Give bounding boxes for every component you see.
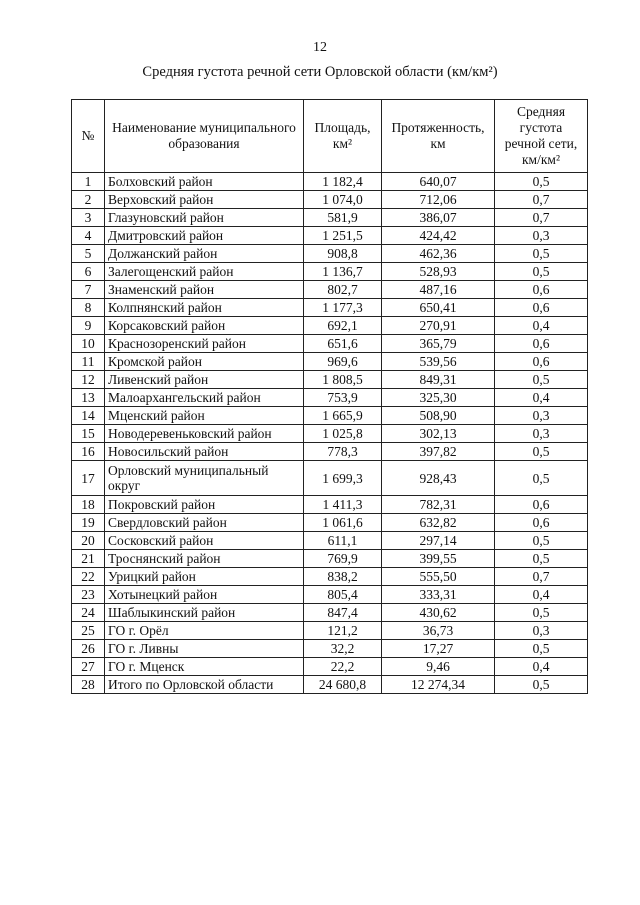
row-number: 10 <box>72 335 105 353</box>
row-number: 5 <box>72 245 105 263</box>
row-area: 121,2 <box>304 622 382 640</box>
row-area: 1 411,3 <box>304 496 382 514</box>
row-number: 8 <box>72 299 105 317</box>
row-name: Орловский муниципальный округ <box>105 461 304 496</box>
row-number: 1 <box>72 173 105 191</box>
row-density: 0,3 <box>495 622 588 640</box>
row-area: 32,2 <box>304 640 382 658</box>
row-area: 1 025,8 <box>304 425 382 443</box>
row-density: 0,5 <box>495 173 588 191</box>
row-area: 847,4 <box>304 604 382 622</box>
row-length: 302,13 <box>382 425 495 443</box>
table-row <box>72 407 588 425</box>
row-density: 0,7 <box>495 568 588 586</box>
row-density: 0,5 <box>495 461 588 496</box>
row-name: Малоархангельский район <box>105 389 304 407</box>
row-name: Троснянский район <box>105 550 304 568</box>
row-length: 424,42 <box>382 227 495 245</box>
row-area: 802,7 <box>304 281 382 299</box>
table-row <box>72 514 588 532</box>
row-name: Шаблыкинский район <box>105 604 304 622</box>
row-density: 0,4 <box>495 586 588 604</box>
row-area: 1 182,4 <box>304 173 382 191</box>
row-name: Верховский район <box>105 191 304 209</box>
row-number: 20 <box>72 532 105 550</box>
row-number: 23 <box>72 586 105 604</box>
row-name: Колпнянский район <box>105 299 304 317</box>
row-name: Знаменский район <box>105 281 304 299</box>
row-number: 24 <box>72 604 105 622</box>
row-density: 0,4 <box>495 658 588 676</box>
row-name: Сосковский район <box>105 532 304 550</box>
row-name: Новодеревеньковский район <box>105 425 304 443</box>
row-length: 928,43 <box>382 461 495 496</box>
row-density: 0,6 <box>495 335 588 353</box>
table-row <box>72 622 588 640</box>
row-area: 581,9 <box>304 209 382 227</box>
river-density-table <box>71 99 588 694</box>
table-row <box>72 461 588 496</box>
row-length: 782,31 <box>382 496 495 514</box>
table-row <box>72 550 588 568</box>
row-area: 753,9 <box>304 389 382 407</box>
row-number: 4 <box>72 227 105 245</box>
row-density: 0,5 <box>495 550 588 568</box>
row-length: 640,07 <box>382 173 495 191</box>
row-number: 25 <box>72 622 105 640</box>
row-area: 1 808,5 <box>304 371 382 389</box>
table-row <box>72 191 588 209</box>
row-number: 14 <box>72 407 105 425</box>
row-density: 0,6 <box>495 496 588 514</box>
table-row <box>72 263 588 281</box>
row-length: 712,06 <box>382 191 495 209</box>
row-name: Мценский район <box>105 407 304 425</box>
row-area: 1 699,3 <box>304 461 382 496</box>
table-container <box>71 99 588 694</box>
table-row <box>72 281 588 299</box>
row-density: 0,3 <box>495 227 588 245</box>
row-name: Итого по Орловской области <box>105 676 304 694</box>
row-number: 6 <box>72 263 105 281</box>
row-length: 397,82 <box>382 443 495 461</box>
row-length: 399,55 <box>382 550 495 568</box>
row-name: ГО г. Орёл <box>105 622 304 640</box>
row-area: 805,4 <box>304 586 382 604</box>
row-area: 651,6 <box>304 335 382 353</box>
document-title: Средняя густота речной сети Орловской области (км/км²) <box>142 64 498 80</box>
row-name: Краснозоренский район <box>105 335 304 353</box>
table-row <box>72 353 588 371</box>
row-number: 3 <box>72 209 105 227</box>
row-area: 1 061,6 <box>304 514 382 532</box>
table-row <box>72 209 588 227</box>
table-row <box>72 443 588 461</box>
header-length: Протяженность, км <box>382 100 495 173</box>
row-area: 838,2 <box>304 568 382 586</box>
row-length: 386,07 <box>382 209 495 227</box>
table-row <box>72 496 588 514</box>
table-row <box>72 425 588 443</box>
row-length: 462,36 <box>382 245 495 263</box>
row-number: 13 <box>72 389 105 407</box>
row-name: Покровский район <box>105 496 304 514</box>
row-number: 22 <box>72 568 105 586</box>
row-name: Свердловский район <box>105 514 304 532</box>
row-number: 12 <box>72 371 105 389</box>
row-area: 1 074,0 <box>304 191 382 209</box>
row-area: 1 177,3 <box>304 299 382 317</box>
row-density: 0,5 <box>495 676 588 694</box>
row-length: 333,31 <box>382 586 495 604</box>
row-number: 2 <box>72 191 105 209</box>
row-name: ГО г. Мценск <box>105 658 304 676</box>
row-number: 19 <box>72 514 105 532</box>
row-density: 0,6 <box>495 281 588 299</box>
row-name: Кромской район <box>105 353 304 371</box>
row-area: 611,1 <box>304 532 382 550</box>
row-number: 9 <box>72 317 105 335</box>
table-row <box>72 335 588 353</box>
row-number: 28 <box>72 676 105 694</box>
row-area: 769,9 <box>304 550 382 568</box>
row-number: 18 <box>72 496 105 514</box>
row-area: 24 680,8 <box>304 676 382 694</box>
row-length: 508,90 <box>382 407 495 425</box>
row-name: Ливенский район <box>105 371 304 389</box>
row-length: 17,27 <box>382 640 495 658</box>
row-number: 11 <box>72 353 105 371</box>
row-length: 12 274,34 <box>382 676 495 694</box>
row-area: 1 136,7 <box>304 263 382 281</box>
row-density: 0,3 <box>495 425 588 443</box>
row-density: 0,4 <box>495 317 588 335</box>
row-number: 26 <box>72 640 105 658</box>
table-row <box>72 227 588 245</box>
row-length: 487,16 <box>382 281 495 299</box>
row-length: 270,91 <box>382 317 495 335</box>
table-row <box>72 568 588 586</box>
row-length: 555,50 <box>382 568 495 586</box>
row-density: 0,5 <box>495 532 588 550</box>
table-row <box>72 245 588 263</box>
row-length: 9,46 <box>382 658 495 676</box>
row-density: 0,5 <box>495 640 588 658</box>
header-area: Площадь, км² <box>304 100 382 173</box>
row-number: 16 <box>72 443 105 461</box>
row-density: 0,6 <box>495 299 588 317</box>
row-density: 0,3 <box>495 407 588 425</box>
row-name: ГО г. Ливны <box>105 640 304 658</box>
header-number: № <box>72 100 105 173</box>
row-name: Корсаковский район <box>105 317 304 335</box>
page-number: 12 <box>313 40 327 55</box>
row-name: Болховский район <box>105 173 304 191</box>
row-length: 36,73 <box>382 622 495 640</box>
row-name: Должанский район <box>105 245 304 263</box>
row-length: 325,30 <box>382 389 495 407</box>
row-length: 528,93 <box>382 263 495 281</box>
row-number: 27 <box>72 658 105 676</box>
row-density: 0,5 <box>495 263 588 281</box>
row-name: Дмитровский район <box>105 227 304 245</box>
row-area: 22,2 <box>304 658 382 676</box>
row-density: 0,6 <box>495 514 588 532</box>
table-row <box>72 371 588 389</box>
row-number: 21 <box>72 550 105 568</box>
table-body <box>72 173 588 694</box>
table-row <box>72 658 588 676</box>
table-row <box>72 389 588 407</box>
table-row <box>72 676 588 694</box>
row-density: 0,5 <box>495 245 588 263</box>
table-row <box>72 640 588 658</box>
row-name: Урицкий район <box>105 568 304 586</box>
row-length: 539,56 <box>382 353 495 371</box>
row-density: 0,5 <box>495 371 588 389</box>
table-row <box>72 532 588 550</box>
row-length: 632,82 <box>382 514 495 532</box>
row-length: 650,41 <box>382 299 495 317</box>
row-area: 1 251,5 <box>304 227 382 245</box>
row-area: 1 665,9 <box>304 407 382 425</box>
row-density: 0,7 <box>495 191 588 209</box>
row-area: 969,6 <box>304 353 382 371</box>
row-area: 778,3 <box>304 443 382 461</box>
row-number: 17 <box>72 461 105 496</box>
row-density: 0,7 <box>495 209 588 227</box>
row-density: 0,6 <box>495 353 588 371</box>
row-name: Залегощенский район <box>105 263 304 281</box>
row-number: 15 <box>72 425 105 443</box>
table-row <box>72 586 588 604</box>
row-density: 0,5 <box>495 604 588 622</box>
row-length: 297,14 <box>382 532 495 550</box>
row-density: 0,4 <box>495 389 588 407</box>
row-length: 365,79 <box>382 335 495 353</box>
header-name: Наименование муниципального образования <box>105 100 304 173</box>
table-header-row <box>72 100 588 173</box>
table-row <box>72 604 588 622</box>
row-length: 849,31 <box>382 371 495 389</box>
row-area: 908,8 <box>304 245 382 263</box>
row-length: 430,62 <box>382 604 495 622</box>
row-area: 692,1 <box>304 317 382 335</box>
row-name: Хотынецкий район <box>105 586 304 604</box>
row-name: Новосильский район <box>105 443 304 461</box>
table-row <box>72 173 588 191</box>
table-row <box>72 317 588 335</box>
row-number: 7 <box>72 281 105 299</box>
header-density: Средняя густота речной сети, км/км² <box>495 100 588 173</box>
row-density: 0,5 <box>495 443 588 461</box>
row-name: Глазуновский район <box>105 209 304 227</box>
table-row <box>72 299 588 317</box>
